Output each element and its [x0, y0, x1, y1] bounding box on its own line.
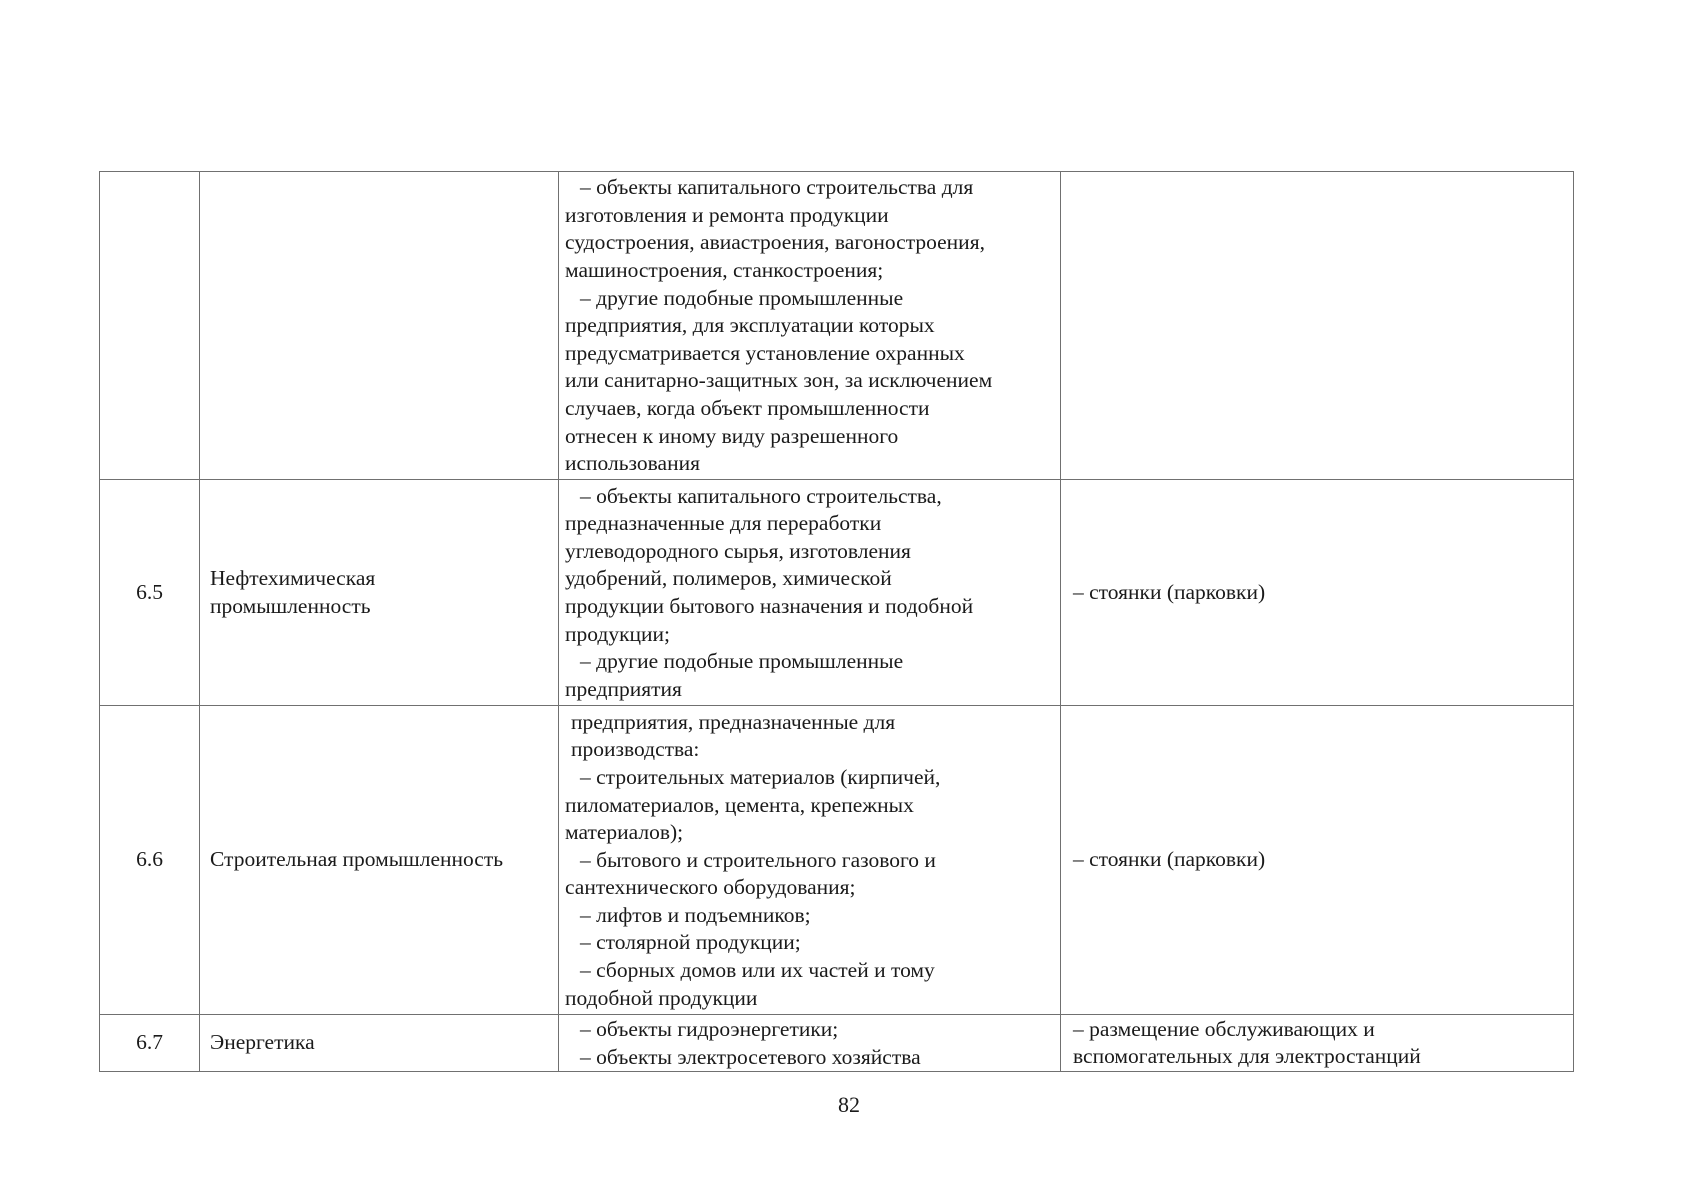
row-name-cell	[200, 1015, 559, 1072]
description-line: – бытового и строительного газового и	[580, 847, 936, 872]
description-line: предусматривается установление охранных	[565, 340, 965, 365]
row-name-cell	[200, 706, 559, 1015]
description-line: предприятия, предназначенные для	[571, 709, 896, 734]
row-name-cell	[200, 172, 559, 480]
description-line: продукции;	[565, 621, 671, 646]
row-code: 6.6	[136, 847, 163, 872]
description-line: – объекты гидроэнергетики;	[580, 1017, 839, 1041]
description-line: отнесен к иному виду разрешенного	[565, 423, 899, 448]
description-line: материалов);	[565, 820, 684, 845]
row-name-line: Энергетика	[210, 1030, 315, 1055]
description-line: сантехнического оборудования;	[565, 875, 856, 900]
row-description-cell	[559, 706, 1061, 1015]
table-row	[100, 1015, 1574, 1072]
row-name-line: Нефтехимическая	[210, 565, 376, 590]
description-line: удобрений, полимеров, химической	[565, 566, 892, 591]
description-line: предназначенные для переработки	[565, 511, 882, 536]
description-line: – сборных домов или их частей и тому	[580, 958, 935, 983]
description-line: изготовления и ремонта продукции	[565, 202, 889, 227]
description-line: случаев, когда объект промышленности	[565, 395, 930, 420]
auxiliary-line: вспомогательных для электростанций	[1073, 1044, 1421, 1069]
row-name-line: Строительная промышленность	[210, 847, 504, 872]
description-line: продукции бытового назначения и подобной	[565, 594, 974, 618]
description-line: – столярной продукции;	[580, 930, 801, 955]
row-auxiliary-cell	[1061, 706, 1574, 1015]
description-line: – лифтов и подъемников;	[580, 902, 811, 927]
table-row	[100, 480, 1574, 706]
land-use-table	[99, 171, 1574, 1072]
description-line: – объекты электросетевого хозяйства	[580, 1044, 921, 1069]
description-line: углеводородного сырья, изготовления	[565, 538, 911, 563]
row-auxiliary-cell	[1061, 172, 1574, 480]
row-description-cell	[559, 480, 1061, 706]
row-code-cell	[100, 706, 200, 1015]
row-auxiliary-cell	[1061, 480, 1574, 706]
description-line: пиломатериалов, цемента, крепежных	[565, 792, 914, 817]
description-line: предприятия	[565, 676, 682, 701]
description-line: – объекты капитального строительства,	[580, 483, 942, 508]
table-row	[100, 172, 1574, 480]
description-line: использования	[565, 451, 700, 476]
description-line: – объекты капитального строительства для	[580, 175, 974, 200]
description-line: или санитарно-защитных зон, за исключением	[565, 368, 993, 393]
description-line: машиностроения, станкостроения;	[565, 258, 884, 283]
table-row	[100, 706, 1574, 1015]
description-line: производства:	[571, 737, 700, 762]
row-code-cell	[100, 172, 200, 480]
row-code-cell	[100, 480, 200, 706]
row-description-cell	[559, 172, 1061, 480]
description-line: – другие подобные промышленные	[580, 285, 904, 310]
description-line: – строительных материалов (кирпичей,	[580, 764, 941, 789]
description-line: предприятия, для эксплуатации которых	[565, 313, 935, 338]
row-name-line: промышленность	[210, 593, 371, 618]
description-line: подобной продукции	[565, 985, 758, 1010]
row-auxiliary-cell	[1061, 1015, 1574, 1072]
auxiliary-line: – стоянки (парковки)	[1073, 579, 1266, 604]
row-code: 6.7	[136, 1030, 163, 1055]
row-code: 6.5	[136, 579, 163, 604]
description-line: судостроения, авиастроения, вагоностроения,	[565, 230, 985, 255]
row-name-cell	[200, 480, 559, 706]
row-code-cell	[100, 1015, 200, 1072]
page-number: 82	[838, 1092, 860, 1117]
auxiliary-line: – стоянки (парковки)	[1073, 847, 1266, 872]
auxiliary-line: – размещение обслуживающих и	[1073, 1016, 1375, 1041]
row-description-cell	[559, 1015, 1061, 1072]
description-line: – другие подобные промышленные	[580, 649, 904, 674]
